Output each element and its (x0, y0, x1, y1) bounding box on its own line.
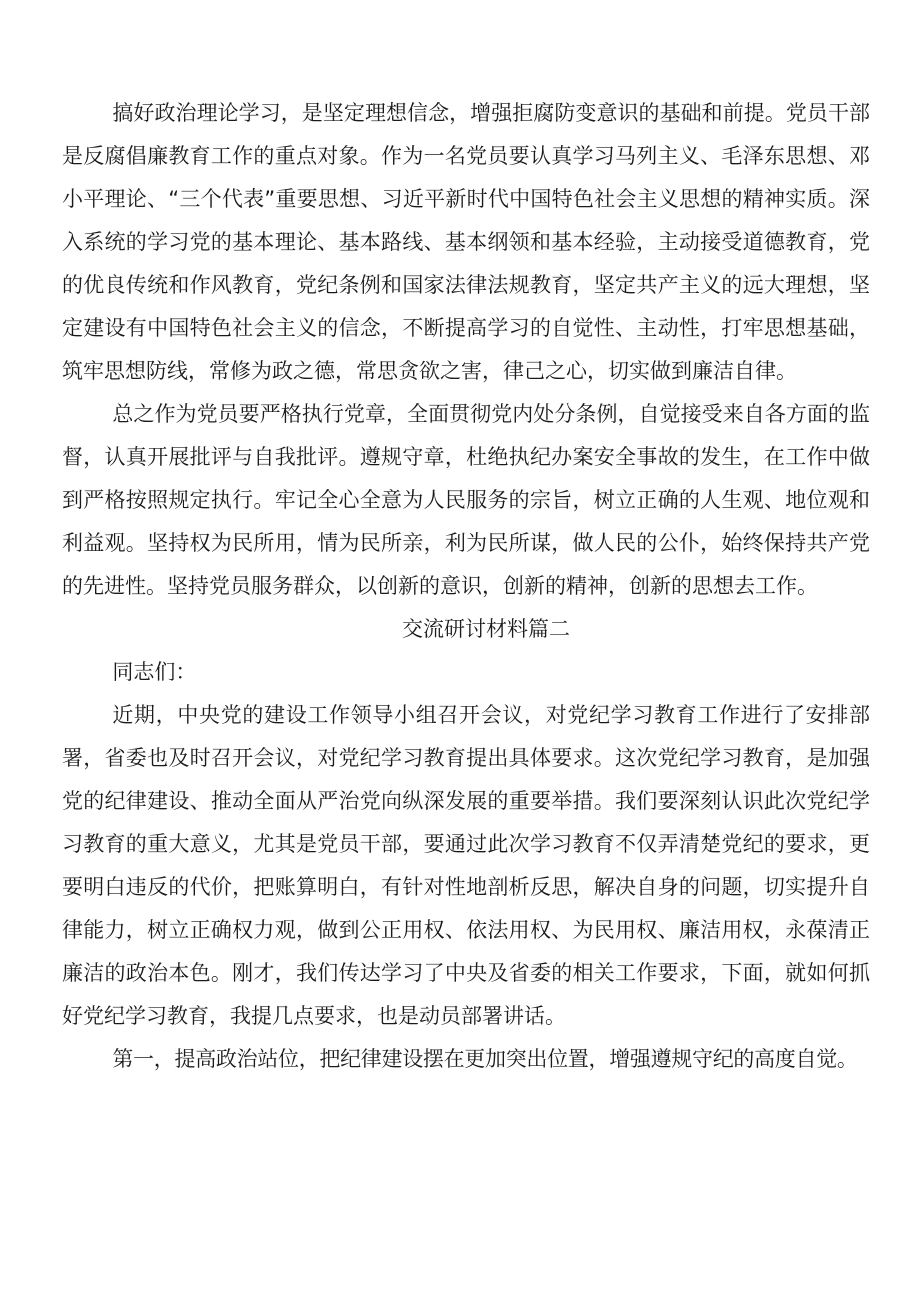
section-title: 交流研讨材料篇二 (402, 617, 570, 641)
paragraph-meeting-intro: 近期，中央党的建设工作领导小组召开会议，对党纪学习教育工作进行了安排部署，省委也及时召开会议，对党纪学习教育提出具体要求。这次党纪学习教育，是加强党的纪律建设、推动全面从严治党向纵深发展的重要举措。我们要深刻认识此次党纪学习教育的重大意义，尤其是党员干部，要通过此次学习教育不仅弄清楚党纪的要求，更要明白违反的代价，把账算明白，有针对性地剖析反思，解决自身的问题，切实提升自律能力，树立正确权力观，做到公正用权、依法用权、为民用权、廉洁用权，永葆清正廉洁的政治本色。刚才，我们传达学习了中央及省委的相关工作要求，下面，就如何抓好党纪学习教育，我提几点要求，也是动员部署讲话。 (62, 703, 870, 1028)
paragraph-political-study: 搞好政治理论学习，是坚定理想信念，增强拒腐防变意识的基础和前提。党员干部是反腐倡廉教育工作的重点对象。作为一名党员要认真学习马列主义、毛泽东思想、邓小平理论、“三个代表”重要思想、习近平新时代中国特色社会主义思想的精神实质。深入系统的学习党的基本理论、基本路线、基本纲领和基本经验，主动接受道德教育，党的优良传统和作风教育，党纪条例和国家法律法规教育，坚定共产主义的远大理想，坚定建设有中国特色社会主义的信念，不断提高学习的自觉性、主动性，打牢思想基础，筑牢思想防线，常修为政之德，常思贪欲之害，律己之心，切实做到廉洁自律。 (62, 101, 870, 383)
salutation: 同志们： (112, 660, 197, 684)
paragraph-first-point: 第一，提高政治站位，把纪律建设摆在更加突出位置，增强遵规守纪的高度自觉。 (112, 1047, 858, 1071)
document-body (62, 92, 870, 1081)
paragraph-party-discipline: 总之作为党员要严格执行党章，全面贯彻党内处分条例，自觉接受来自各方面的监督，认真开展批评与自我批评。遵规守章，杜绝执纪办案安全事故的发生，在工作中做到严格按照规定执行。牢记全心全意为人民服务的宗旨，树立正确的人生观、地位观和利益观。坚持权为民所用，情为民所亲，利为民所谋，做人民的公仆，始终保持共产党的先进性。坚持党员服务群众，以创新的意识，创新的精神，创新的思想去工作。 (62, 402, 870, 598)
